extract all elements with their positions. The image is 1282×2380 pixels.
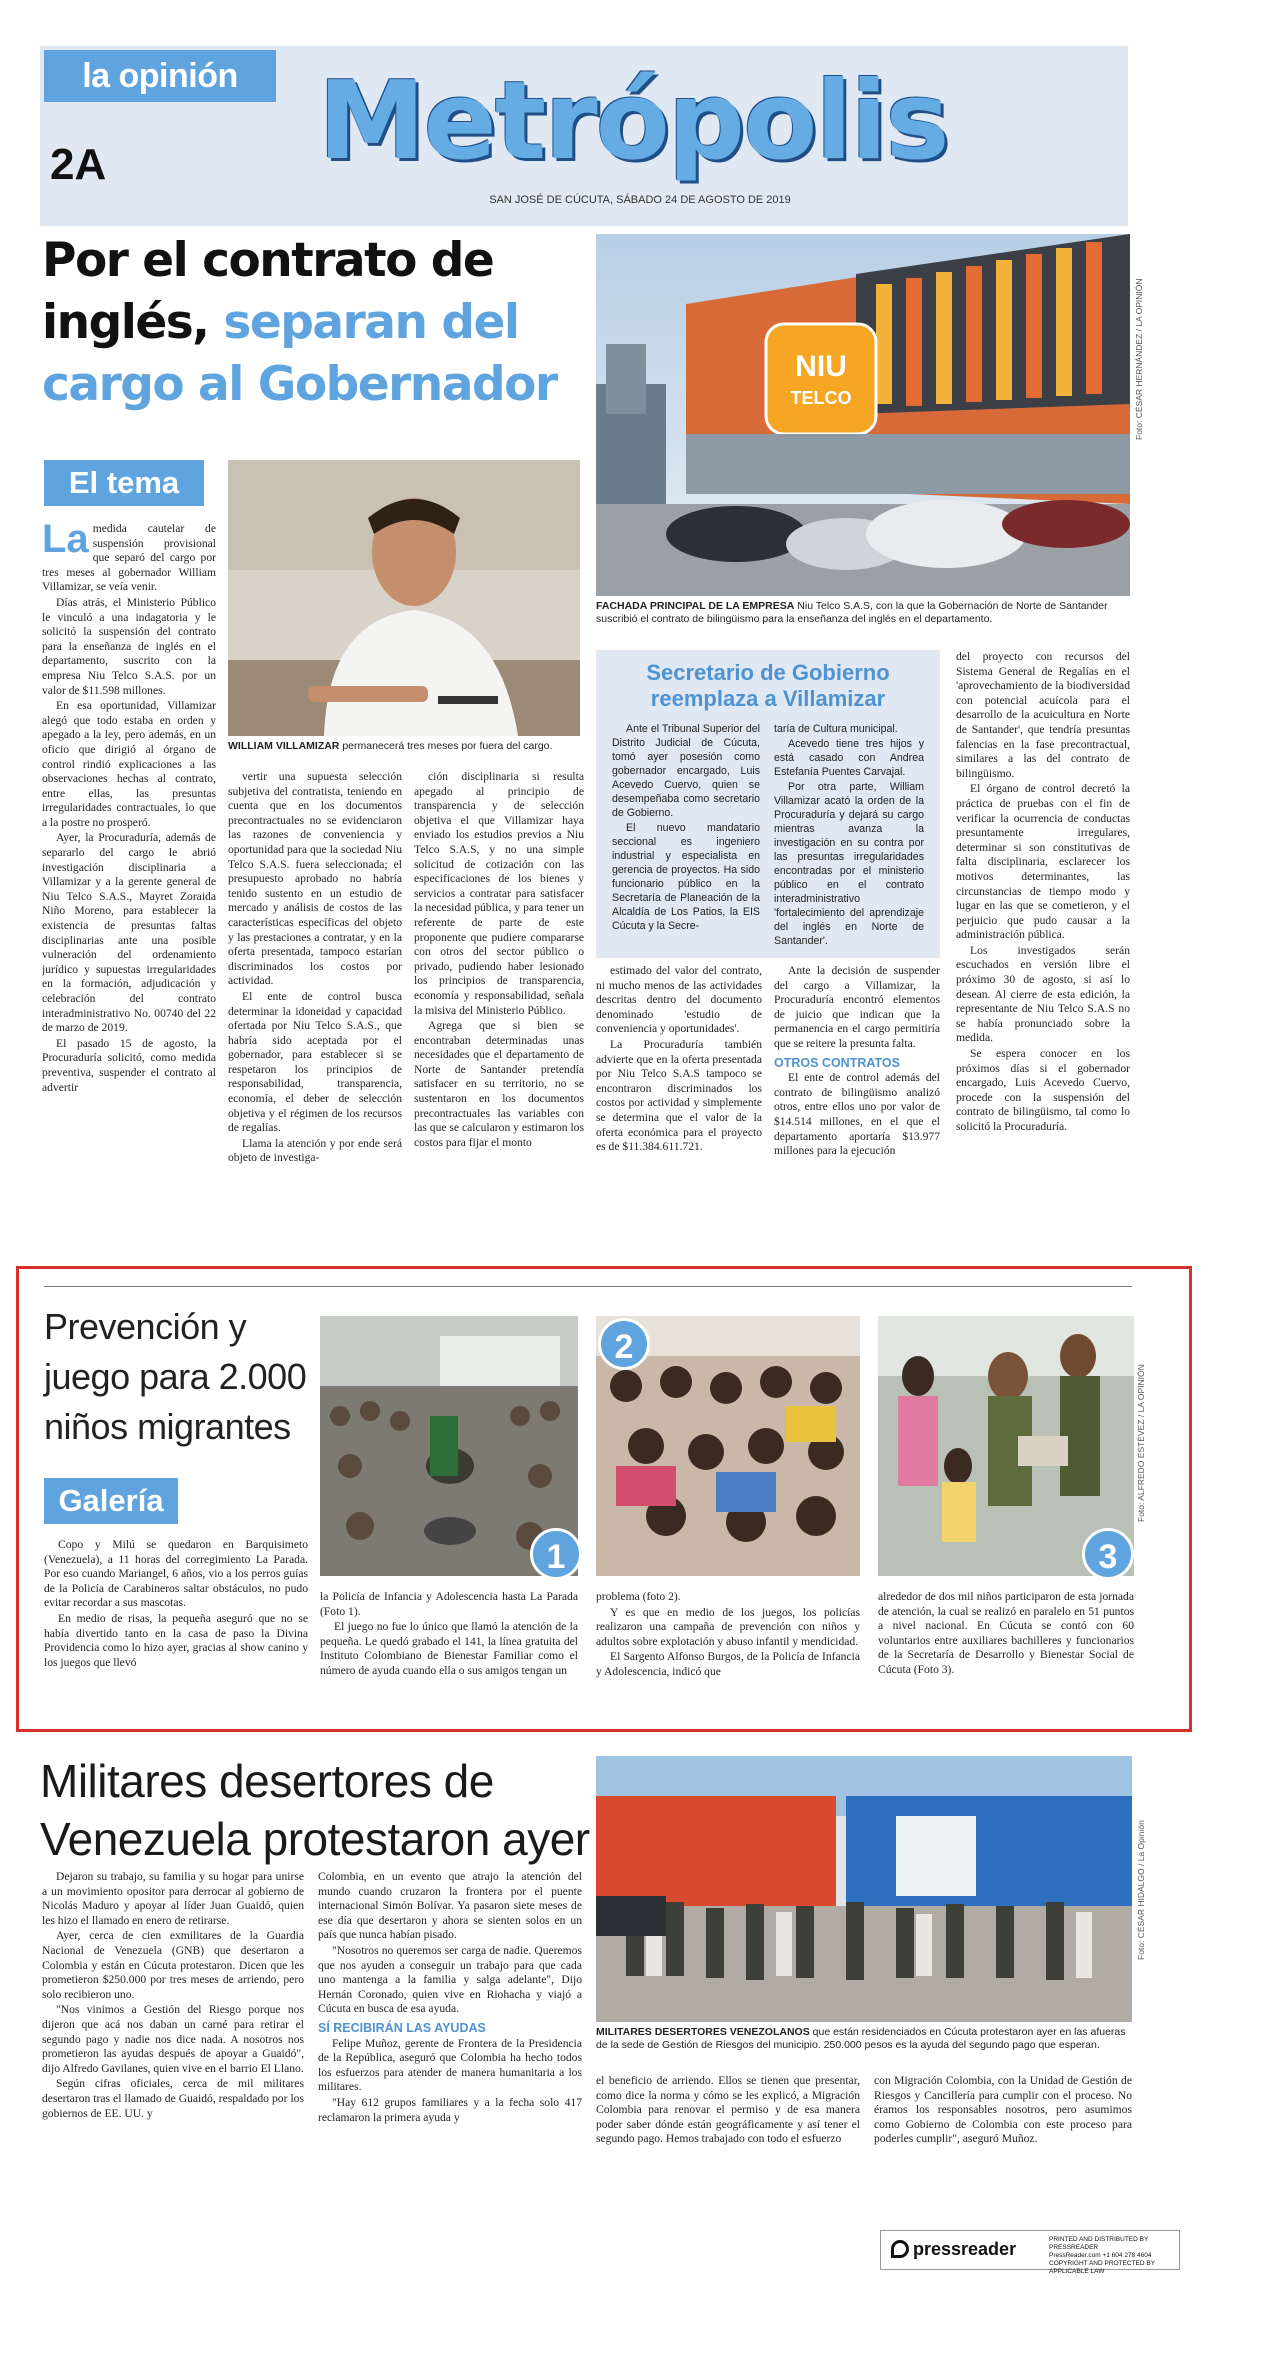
lead-col4-p1: estimado del valor del contrato, ni mucho menos de las actividades descritas dentro del documento denominado 'estudio de conveniencia y oportunidades'. <box>596 964 762 1036</box>
lead-col1-p2: Días atrás, el Ministerio Público le vinculó a una indagatoria y le solicitó la suspensión del contrato para la enseñanza de inglés en el departamento, suscrito con la empresa Niu Telco S.A.S. por un valor de $11.598 millones. <box>42 595 216 697</box>
bottom-col2-p1: Colombia, en un evento que atrajo la atención del mundo cuando cruzaron la frontera por el puente internacional Simón Bolívar. Ya pasaron siete meses de ese día que desertaron y ahora se sienten solos en un país que nunca habían pisado. <box>318 1870 582 1942</box>
bottom-col1-p3: "Nos vinimos a Gestión del Riesgo porque nos dijeron que acá nos daban un carné para retirar el segundo pago y nadie nos dice nada. A nosotros nos prometieron las ayudas después de apoyar a Guaidó", dijo Alfredo Gavilanes, quien vive en el barrio El Llano. <box>42 2003 304 2075</box>
lead-col1-p5: El pasado 15 de agosto, la Procuraduría solicitó, como medida preventiva, suspender el contrato al advertir <box>42 1036 216 1094</box>
bottom-col2-subhead: SÍ RECIBIRÁN LAS AYUDAS <box>318 2020 486 2035</box>
lead-col5-subhead: OTROS CONTRATOS <box>774 1055 900 1070</box>
photo-william-villamizar <box>228 460 580 736</box>
bottom-col3-p1: el beneficio de arriendo. Ellos se tienen que presentar, como dice la norma y cómo se les explicó, a Migración Colombia para renovar el permiso y de esa manera poder saber dónde están geográficamente y así tener el segundo pago. Hemos trabajado con todo el esfuerzo <box>596 2074 860 2146</box>
photo-portrait-caption <box>228 740 580 753</box>
gallery-col1-p2: En medio de risas, la pequeña aseguró que no se había divertido tanto en la casa de paso la Divina Providencia como lo hizo ayer, gracias al show canino y los juegos que llevó <box>44 1611 308 1669</box>
bottom-col2-p2: "Nosotros no queremos ser carga de nadie. Queremos que nos ayuden a conseguir un trabajo para que cada uno mantenga a la familia y salga adelante", Dijo Hernán Coronado, quien vive en Riohacha y viajó a Cúcuta en busca de esa ayuda. <box>318 1943 582 2016</box>
photo-portrait-caption-bold: WILLIAM VILLAMIZAR <box>228 740 340 752</box>
photo-number-badge-3: 3 <box>1082 1528 1134 1580</box>
lead-col6-p3: Los investigados serán escuchados en versión libre el próximo 30 de agosto, si así lo desean. Al cierre de esta edición, la representante de Niu Telco S.A.S no se había pronunciado sobre la medida. <box>956 943 1130 1045</box>
tag-galeria: Galería <box>44 1478 178 1524</box>
pressreader-logo-text: pressreader <box>913 2239 1017 2259</box>
lead-col-4 <box>596 964 762 1270</box>
lead-col-5 <box>774 964 940 1270</box>
lead-headline <box>42 230 592 416</box>
lead-col5-p1: Ante la decisión de suspender del cargo a Villamizar, la Procuraduría encontró elementos de juicio que indican que la permanencia en el cargo permitiría que se reitere la presunta falta. <box>774 964 940 1050</box>
gallery-col3-p2: Y es que en medio de los juegos, los policías realizaron una campaña de prevención con niños y adultos sobre explotación y abuso infantil y mendicidad. <box>596 1605 860 1648</box>
gallery-col1-p1: Copo y Milú se quedaron en Barquisimeto (Venezuela), a 11 horas del corregimiento La Parada. Por eso cuando Mariangel, 6 años, vio a los perros guías de la Policía de Carabineros saltar obstáculos, no pudo evitar recordar a sus mascotas. <box>44 1538 308 1610</box>
gallery-col-2 <box>320 1590 578 1718</box>
gallery-col-1 <box>44 1538 308 1718</box>
pressreader-logo <box>891 2239 1016 2260</box>
bottom-col-4 <box>874 2074 1132 2214</box>
lead-col6-p2: El órgano de control decretó la práctica de pruebas con el fin de verificar la ocurrencia de conductas presuntamente irregulares, determinar si son constitutivas de falta disciplinaria, esclarecer los motivos determinantes, las circunstancias de tiempo modo y lugar en las que se cometieron, y el perjuicio que pudo causar a la administración pública. <box>956 782 1130 942</box>
photo-portrait-caption-text: permanecerá tres meses por fuera del cargo. <box>339 740 553 752</box>
pressreader-stamp <box>880 2230 1180 2275</box>
sidebar-title: Secretario de Gobierno reemplaza a Villamizar <box>646 660 890 711</box>
lead-col6-p4: Se espera conocer en los próximos días si el gobernador encargado, Luis Acevedo Cuervo, procede con la suspensión del contrato de bilingüismo, tal como lo solicitó la Procuraduría. <box>956 1047 1130 1133</box>
bottom-col1-p2: Ayer, cerca de cien exmilitares de la Guardia Nacional de Venezuela (GNB) que desertaron a Colombia y están en Cúcuta protestaron. Dicen que les prometieron $250.000 por tres meses de arriendo, pero solo recibieron uno. <box>42 1929 304 2001</box>
photo-militares-credit: Foto: CÉSAR HIDALGO / La Opinión <box>1136 1820 1146 1960</box>
photo-niu-telco-building <box>596 234 1130 596</box>
lead-col1-p4: Ayer, la Procuraduría, además de separarlo del cargo le abrió investigación disciplinaria a Villamizar y a la gerente general de Niu Telco S.A.S., Mayret Zoraida Niño Moreno, para establecer la existencia de presuntas faltas disciplinarias ante una posible vulneración del ordenamiento jurídico y supuestas irregularidades en la formación, adjudicación y celebración del contrato interadministrativo No. 00740 del 22 de marzo de 2019. <box>42 831 216 1035</box>
photo-main-caption <box>596 600 1130 626</box>
lead-col3-p2: Agrega que si bien se encontraban determinadas unas necesidades que el departamento de Norte de Santander pretendía satisfacer en su territorio, no se sustentaron en los documentos precontractuales las variables con las que se calcularon y estimaron los costos para fijar el monto <box>414 1019 584 1149</box>
lead-col1-p1: medida cautelar de suspensión provisional que separó del cargo por tres meses al gobernador William Villamizar, se veía venir. <box>42 522 216 594</box>
lead-col-3 <box>414 770 584 1270</box>
gallery-col2-p2: El juego no fue lo único que llamó la atención de la pequeña. Le quedó grabado el 141, la línea gratuita del Instituto Colombiano de Bienestar Familiar como el número de ayuda cuando ella o sus amigos tengan un <box>320 1620 578 1677</box>
lead-col3-p1: ción disciplinaria si resulta apegado al principio de transparencia y de selección objetiva el que Villamizar haya enviado los estudios previos a Niu Telco S.A.S, y no una simple solicitud de cotización con las especificaciones de los bienes y servicios a contratar para satisfacer la necesidad pública, y para tener un referente de parte de este proponente que pudiere compararse con otros del sector público o privado, pudiendo haber lesionado los principios de transparencia, economía y responsabilidad, señala la misiva del Ministerio Público. <box>414 770 584 1017</box>
photo-number-badge-1: 1 <box>530 1528 582 1580</box>
sidebar-col-1 <box>612 722 760 950</box>
bottom-col4-p1: con Migración Colombia, con la Unidad de Gestión de Riesgos y Cancillería para cumplir con el proceso. No éramos los responsables nosotros, pero asumimos como Gobierno de Colombia con este proceso para poderles cumplir", aseguró Muñoz. <box>874 2074 1132 2146</box>
lead-col5-p2: El ente de control además del contrato de bilingüismo analizó otros, entre ellos uno por valor de $14.514 millones, en el que el departamento aportaría $13.977 millones para la ejecución <box>774 1071 940 1158</box>
bottom-headline: Militares desertores de Venezuela protestaron ayer <box>40 1755 590 1865</box>
photo-militares-caption-bold: MILITARES DESERTORES VENEZOLANOS <box>596 2026 810 2038</box>
tag-el-tema: El tema <box>44 460 204 506</box>
pressreader-icon <box>891 2240 909 2258</box>
lead-col1-p3: En esa oportunidad, Villamizar alegó que todo estaba en orden y apegado a la ley, pero además, en un oficio que dirigió al órgano de control rindió explicaciones a las observaciones hechas al contrato, entre ellas, las presuntas irregularidades contractuales, lo que a la postre no prosperó. <box>42 699 216 829</box>
page-number: 2A <box>50 140 107 189</box>
gallery-col-3 <box>596 1590 860 1718</box>
gallery-col4-p1: alrededor de dos mil niños participaron de esta jornada de atención, la cual se realizó en paralelo en 51 puntos a nivel nacional. En Cúcuta se contó con 60 voluntarios entre auxiliares bachilleres y funcionarios de la Secretaría de Desarrollo y Bienestar Social de Cúcuta (Foto 3). <box>878 1590 1134 1676</box>
sign-sub-text: TELCO <box>790 388 852 408</box>
gallery-title: Prevención y juego para 2.000 niños migrantes <box>44 1306 307 1447</box>
lead-col4-p2: La Procuraduría también advierte que en la oferta presentada por Niu Telco S.A.S tampoco se encontraron discriminados los costos por actividad y simplemente se determina que el valor de la oferta económica para el proyecto es de $11.384.611.721. <box>596 1037 762 1154</box>
gallery-col2-p1: la Policía de Infancia y Adolescencia hasta La Parada (Foto 1). <box>320 1590 578 1618</box>
photo-main-caption-text: Niu Telco S.A.S, con la que la Gobernación de Norte de Santander suscribió el contrato de bilingüismo para la enseñanza del inglés en el departamento. <box>596 600 1108 625</box>
sidebar-col2-p1: taría de Cultura municipal. <box>774 723 898 735</box>
photo-militares-caption <box>596 2026 1132 2052</box>
sidebar-col1-p1: Ante el Tribunal Superior del Distrito Judicial de Cúcuta, tomó ayer posesión como gobernador encargado, Luis Acevedo Cuervo, quien se desempeñaba como secretario de Gobierno. <box>612 723 760 819</box>
pressreader-notice <box>1049 2236 1177 2276</box>
photo-number-badge-2: 2 <box>598 1318 650 1370</box>
brand-logo: la opinión <box>44 50 276 102</box>
bottom-col1-p1: Dejaron su trabajo, su familia y su hogar para unirse a un movimiento opositor para derrocar al gobierno de Nicolás Maduro y apoyar al líder Juan Guaidó, quien les hizo el llamado en enero de retirarse. <box>42 1870 304 1927</box>
sidebar-col2-p3: Por otra parte, William Villamizar acató la orden de la Procuraduría y dejará su cargo mientras avanza la investigación en su contra por las presuntas irregularidades encontradas por el ministerio público en el contrato interadministrativo 'fortalecimiento del aprendizaje del inglés en Norte de Santander'. <box>774 781 924 947</box>
lead-col6-p1: del proyecto con recursos del Sistema General de Regalías en el 'aprovechamiento de la biodiversidad con potencial acuícola para el desarrollo de la acuicultura en Norte de Santander', que tendría presuntas falencias en la fase precontractual, similares a las del contrato de bilingüismo. <box>956 650 1130 780</box>
photo-main-caption-bold: FACHADA PRINCIPAL DE LA EMPRESA <box>596 600 795 612</box>
gallery-credit: Foto: ALFREDO ESTÉVEZ / LA OPINIÓN <box>1136 1364 1146 1522</box>
bottom-col-2 <box>318 1870 582 2260</box>
bottom-col1-p4: Según cifras oficiales, cerca de mil militares desertaron tras el llamado de Guaidó, respaldado por los gobiernos de EE. UU. y <box>42 2077 304 2120</box>
sidebar-col-2 <box>774 722 924 950</box>
pressreader-line-2: PressReader.com +1 604 278 4604 <box>1049 2252 1152 2259</box>
gallery-col3-p3: El Sargento Alfonso Burgos, de la Policía de Infancia y Adolescencia, indicó que <box>596 1650 860 1678</box>
lead-col-6 <box>956 650 1130 1270</box>
sidebar-box <box>596 650 940 958</box>
gallery-col3-p1: problema (foto 2). <box>596 1590 681 1603</box>
bottom-col-1 <box>42 1870 304 2260</box>
lead-col2-p3: Llama la atención y por ende será objeto de investiga- <box>228 1136 402 1165</box>
sidebar-col2-p2: Acevedo tiene tres hijos y está casado con Andrea Estefanía Puentes Carvajal. <box>774 738 924 778</box>
bottom-col2-p4: "Hay 612 grupos familiares y a la fecha solo 417 reclamaron la primera ayuda y <box>318 2095 582 2124</box>
dropcap: La <box>42 522 89 561</box>
gallery-rule <box>44 1286 1132 1287</box>
sign-brand-text: NIU <box>795 350 847 383</box>
section-title: Metrópolis <box>318 59 948 184</box>
photo-militares <box>596 1756 1132 2022</box>
sidebar-col1-p2: El nuevo mandatario seccional es ingeniero industrial y especialista en gerencia de proyectos. Ha sido funcionario público en la Secretaría de Planeación de la Alcaldía de Los Patios, la EIS Cúcuta y la Secre- <box>612 822 760 932</box>
gallery-col-4 <box>878 1590 1134 1718</box>
lead-col2-p1: vertir una supuesta selección subjetiva del contratista, teniendo en cuenta que en los documentos precontractuales no se evidenciaron las razones de conveniencia y oportunidad para que la sociedad Niu Telco S.A.S. fuera seleccionada; el presupuesto aprobado no habría tenido sustento en un estudio de mercado y análisis de costos de las características específicas del objeto y las prestaciones a contratar, y en la oferta presentada, tampoco estarían discriminados los costos por actividad. <box>228 770 402 988</box>
pressreader-line-1: PRINTED AND DISTRIBUTED BY PRESSREADER <box>1049 2236 1149 2251</box>
photo-militares-caption-text: que están residenciados en Cúcuta protestaron ayer en las afueras de la sede de Gestión de Riesgos del municipio. 250.000 pesos es la ayuda del segundo pago que esperan. <box>596 2026 1126 2051</box>
pressreader-line-3: COPYRIGHT AND PROTECTED BY APPLICABLE LAW <box>1049 2260 1155 2275</box>
lead-headline-blue: separan del cargo al Gobernador <box>42 295 557 412</box>
lead-col-2 <box>228 770 402 1270</box>
lead-col2-p2: El ente de control busca determinar la idoneidad y capacidad ofertada por Niu Telco S.A.S., que habría sido aceptada por el gobernador, para establecer si se respetaron los principios de responsabilidad, transparencia, economía, el deber de selección objetiva y el régimen de los recursos de regalías. <box>228 989 402 1135</box>
dateline: SAN JOSÉ DE CÚCUTA, SÁBADO 24 DE AGOSTO DE 2019 <box>489 194 791 206</box>
bottom-col2-p3: Felipe Muñoz, gerente de Frontera de la Presidencia de la República, aseguró que Colombia ha hecho todos los esfuerzos para atender de manera humanitaria a los militares. <box>318 2036 582 2094</box>
lead-col-1 <box>42 522 216 1270</box>
bottom-col-3 <box>596 2074 860 2214</box>
lead-headline-black: Por el contrato de inglés, <box>42 233 494 350</box>
photo-main-credit: Foto: CÉSAR HERNÁNDEZ / LA OPINIÓN <box>1134 278 1144 440</box>
